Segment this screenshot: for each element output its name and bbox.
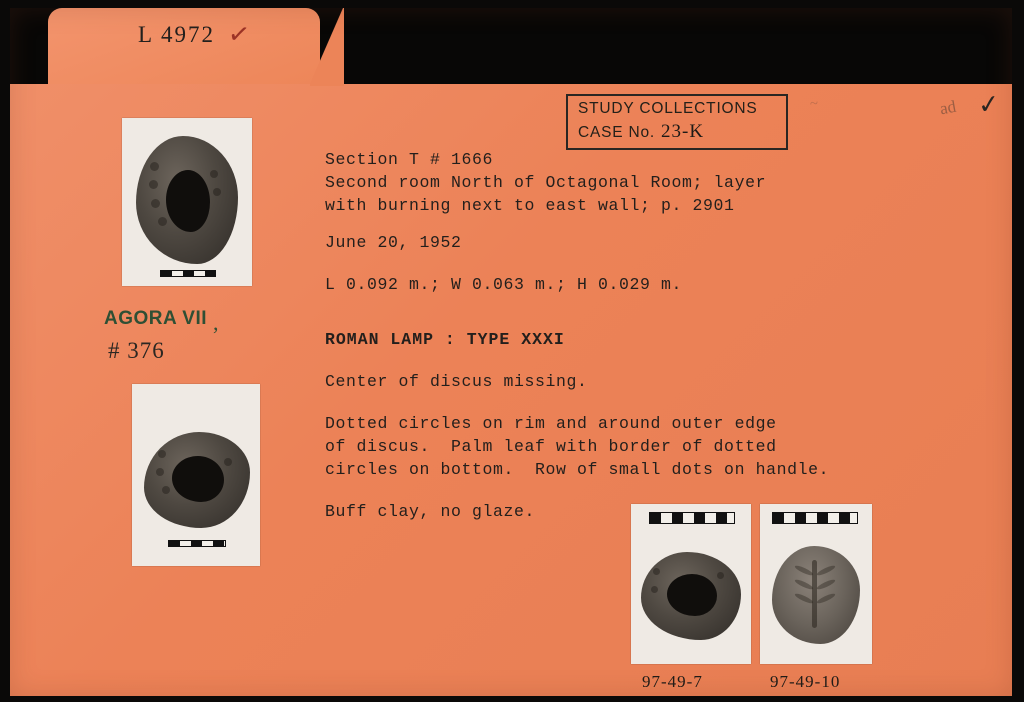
section-line: Section T # 1666 [325,150,494,169]
photo-scale-bar [168,540,226,547]
stamp-title: STUDY COLLECTIONS [578,100,758,117]
condition-line: Center of discus missing. [325,372,588,391]
dot-decor [224,458,232,466]
lamp-underside-view-photo [760,504,872,664]
photo-scale-bar [772,512,858,524]
dot-decor [150,162,159,171]
dot-decor [210,170,218,178]
object-type-paragraph [325,328,965,351]
date-paragraph [325,231,965,254]
faint-margin-mark: ad [938,96,958,119]
photo-scale-bar [649,512,735,524]
publication-annotation-comma: , [213,310,219,335]
lamp-discus-hole [166,170,210,232]
photo-caption-97-49-7: 97-49-7 [642,672,703,691]
dot-decor [162,486,170,494]
dimensions-line: L 0.092 m.; W 0.063 m.; H 0.029 m. [325,275,683,294]
object-type-line: ROMAN LAMP : TYPE XXXI [325,330,565,349]
context-line-2: with burning next to east wall; p. 2901 [325,196,735,215]
catalog-card [10,8,1012,696]
stamp-case-number: 23-K [661,121,705,142]
photo-scale-bar [160,270,216,277]
accession-checkmark-icon: ✓ [226,18,252,51]
card-tab-slope [310,8,344,86]
stamp-case-label: CASE No. [578,124,656,141]
decoration-paragraph [325,412,965,481]
condition-paragraph [325,370,965,393]
dot-decor [158,450,166,458]
lamp-discus-hole [667,574,717,616]
section-paragraph [325,148,965,217]
dot-decor [149,180,158,189]
dot-decor [158,217,167,226]
lamp-top-view-photo [122,118,252,286]
catalog-number-annotation: # 376 [108,338,165,363]
dot-decor [651,586,658,593]
dimensions-paragraph [325,273,965,296]
context-line-1: Second room North of Octagonal Room; layer [325,173,767,192]
lamp-three-quarter-view-photo [132,384,260,566]
record-text-block [325,148,965,542]
lamp-discus-hole [172,456,224,502]
lamp-interior-view-photo [631,504,751,664]
decoration-line-1: Dotted circles on rim and around outer edge [325,414,777,433]
decoration-line-3: circles on bottom. Row of small dots on handle. [325,460,830,479]
stamp-case-row [578,121,778,143]
dot-decor [156,468,164,476]
fabric-line: Buff clay, no glaze. [325,502,536,521]
study-collections-stamp [566,94,788,150]
excavation-date: June 20, 1952 [325,233,462,252]
palm-leaf-midrib [812,560,817,628]
dot-decor [653,568,660,575]
decoration-line-2: of discus. Palm leaf with border of dotted [325,437,777,456]
dot-decor [717,572,724,579]
publication-annotation: AGORA VII [104,308,208,329]
dot-decor [151,199,160,208]
accession-number: L 4972 [138,22,215,47]
corner-checkmark-icon: ✓ [976,88,1002,121]
dot-decor [213,188,221,196]
faint-margin-mark-2: ~ [809,95,819,113]
photo-caption-97-49-10: 97-49-10 [770,672,841,691]
